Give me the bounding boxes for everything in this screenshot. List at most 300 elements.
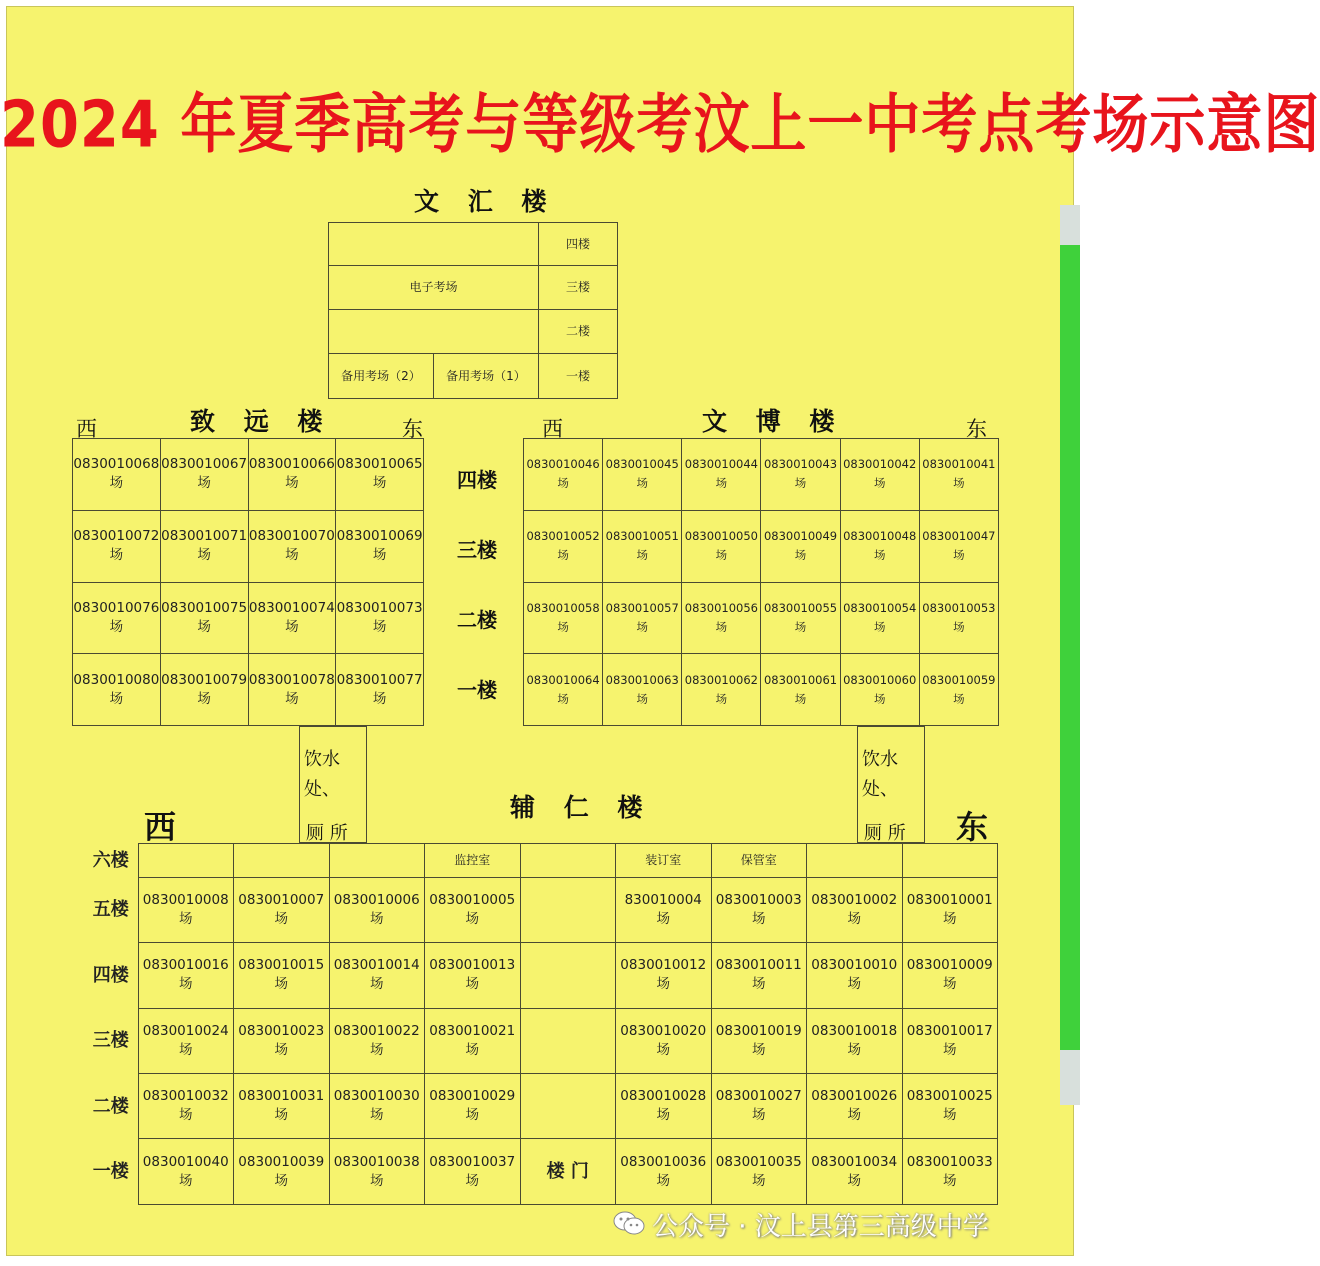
room-suffix: 场 (179, 1172, 193, 1189)
room-number: 0830010029 (429, 1088, 516, 1105)
room-suffix: 场 (943, 1041, 957, 1058)
room-number: 0830010058 (526, 600, 600, 615)
empty-room-cell (520, 844, 616, 878)
room-suffix: 场 (636, 619, 648, 634)
room-number: 0830010041 (922, 457, 996, 472)
room-suffix: 场 (370, 1107, 384, 1124)
room-suffix: 场 (197, 690, 211, 707)
room-suffix: 场 (715, 691, 728, 706)
exam-room-cell (425, 1139, 521, 1205)
toilet-label: 厕 所 (306, 823, 348, 844)
wenhui-building-grid (328, 222, 618, 399)
wenhui-second-floor-room (329, 310, 539, 354)
exam-room-cell (234, 943, 330, 1008)
room-number: 0830010036 (620, 1153, 707, 1170)
room-number: 0830010051 (605, 529, 679, 544)
exam-room-cell (919, 582, 998, 654)
empty-room-cell (138, 844, 234, 878)
room-suffix: 场 (370, 976, 384, 993)
room-row (524, 510, 999, 582)
room-number: 0830010010 (811, 957, 898, 974)
exam-room-cell (711, 1073, 807, 1138)
room-number: 0830010055 (763, 600, 838, 615)
room-number: 0830010040 (142, 1153, 229, 1170)
exam-room-cell (524, 654, 603, 726)
special-room-cell: 保管室 (711, 844, 807, 878)
exam-room-cell (248, 654, 336, 726)
room-suffix: 场 (197, 547, 211, 564)
room-suffix: 场 (636, 476, 648, 491)
side-bar-cap (1060, 205, 1080, 245)
room-number: 0830010026 (811, 1088, 898, 1105)
room-suffix: 场 (274, 1107, 288, 1124)
room-row (73, 654, 424, 726)
room-number: 0830010062 (684, 672, 758, 687)
room-number: 0830010003 (715, 891, 802, 908)
floor-label: 三楼 (539, 266, 618, 310)
room-row (524, 439, 999, 511)
room-suffix: 场 (873, 619, 886, 634)
exam-room-cell (329, 1073, 425, 1138)
room-number: 0830010039 (238, 1153, 325, 1170)
empty-room-cell (520, 1073, 616, 1138)
water-toilet-east (857, 726, 925, 843)
room-number: 0830010045 (605, 457, 679, 472)
room-suffix: 场 (636, 548, 648, 563)
room-number: 0830010064 (526, 672, 600, 687)
exam-room-cell (138, 1139, 234, 1205)
west-label: 西 (76, 417, 97, 441)
floor-label: 四楼 (92, 964, 129, 986)
room-row (84, 943, 998, 1008)
room-number: 0830010069 (336, 528, 423, 545)
room-suffix: 场 (794, 619, 807, 634)
exam-room-cell (616, 1073, 712, 1138)
room-suffix: 场 (197, 618, 211, 635)
room-number: 0830010017 (906, 1022, 993, 1039)
exam-room-cell (138, 1073, 234, 1138)
empty-room-cell (520, 943, 616, 1008)
room-row (73, 439, 424, 511)
room-number: 0830010044 (684, 457, 758, 472)
room-number: 0830010073 (336, 599, 423, 616)
exam-room-cell (616, 943, 712, 1008)
exam-room-cell (711, 1139, 807, 1205)
room-number: 0830010043 (763, 457, 838, 472)
room-suffix: 场 (656, 910, 670, 927)
special-room-cell: 装订室 (616, 844, 712, 878)
floor-label: 四楼 (457, 468, 497, 492)
exam-room-cell (329, 943, 425, 1008)
room-suffix: 场 (953, 619, 965, 634)
room-number: 0830010075 (161, 599, 248, 616)
room-number: 0830010016 (142, 957, 229, 974)
exam-room-cell (616, 1139, 712, 1205)
exam-room-cell (336, 439, 424, 511)
exam-room-cell (807, 877, 903, 942)
room-suffix: 场 (715, 548, 728, 563)
room-suffix: 场 (715, 476, 728, 491)
exam-room-cell (902, 1073, 998, 1138)
room-number: 0830010071 (161, 528, 248, 545)
empty-room-cell (902, 844, 998, 878)
exam-room-cell (807, 1073, 903, 1138)
exam-room-cell (73, 510, 161, 582)
floor-label: 二楼 (539, 310, 618, 354)
exam-room-cell (425, 943, 521, 1008)
room-number: 0830010048 (843, 529, 917, 544)
room-suffix: 场 (372, 547, 387, 564)
room-row (73, 510, 424, 582)
electronic-exam-room: 电子考场 (329, 266, 539, 310)
room-row (84, 877, 998, 942)
exam-room-cell (234, 1008, 330, 1073)
room-suffix: 场 (557, 476, 569, 491)
room-suffix: 场 (179, 1107, 193, 1124)
room-suffix: 场 (285, 475, 299, 492)
floor-label: 二楼 (457, 608, 497, 632)
room-suffix: 场 (109, 690, 124, 707)
exam-room-cell (902, 943, 998, 1008)
room-suffix: 场 (873, 476, 886, 491)
exam-room-cell (329, 877, 425, 942)
backup-room-1: 备用考场（1） (434, 354, 539, 399)
wechat-icon (612, 1210, 646, 1236)
room-suffix: 场 (274, 1041, 288, 1058)
exam-room-cell (425, 1073, 521, 1138)
room-number: 0830010019 (715, 1022, 802, 1039)
exam-room-cell (524, 510, 603, 582)
exam-room-cell (902, 1008, 998, 1073)
room-suffix: 场 (274, 1172, 288, 1189)
exam-room-cell (919, 510, 998, 582)
west-label: 西 (542, 417, 563, 441)
room-suffix: 场 (656, 1041, 670, 1058)
room-number: 0830010014 (333, 957, 420, 974)
exam-room-cell (603, 439, 682, 511)
room-suffix: 场 (109, 618, 124, 635)
floor-label: 六楼 (92, 849, 129, 871)
room-number: 0830010066 (248, 456, 335, 473)
exam-room-cell (160, 439, 248, 511)
room-suffix: 场 (656, 976, 670, 993)
room-number: 0830010060 (843, 672, 917, 687)
room-suffix: 场 (465, 1172, 479, 1189)
west-label: 西 (144, 808, 177, 846)
exam-room-cell (73, 654, 161, 726)
room-suffix: 场 (636, 691, 648, 706)
room-suffix: 场 (465, 1107, 479, 1124)
exam-room-cell (524, 439, 603, 511)
backup-room-2: 备用考场（2） (329, 354, 434, 399)
room-suffix: 场 (557, 691, 569, 706)
exam-room-cell (711, 943, 807, 1008)
exam-room-cell (160, 654, 248, 726)
room-suffix: 场 (752, 1107, 766, 1124)
side-green-bar (1060, 205, 1080, 1055)
exam-room-cell (840, 510, 919, 582)
room-number: 0830010074 (248, 599, 335, 616)
room-number: 0830010053 (922, 600, 996, 615)
exam-room-cell (138, 877, 234, 942)
floor-label: 四楼 (539, 223, 618, 266)
exam-room-cell (603, 654, 682, 726)
room-number: 0830010025 (906, 1088, 993, 1105)
room-number: 0830010068 (73, 456, 160, 473)
room-number: 0830010018 (811, 1022, 898, 1039)
floor-label: 三楼 (92, 1030, 129, 1052)
room-number: 0830010007 (238, 891, 325, 908)
room-number: 0830010028 (620, 1088, 707, 1105)
room-number: 0830010006 (333, 891, 420, 908)
room-number: 0830010065 (336, 456, 423, 473)
room-number: 0830010046 (526, 457, 600, 472)
water-toilet-west (299, 726, 367, 843)
exam-room-cell (138, 943, 234, 1008)
exam-room-cell (234, 1073, 330, 1138)
room-suffix: 场 (943, 910, 957, 927)
exam-room-cell (761, 510, 840, 582)
room-number: 0830010033 (906, 1153, 993, 1170)
room-number: 0830010042 (843, 457, 917, 472)
room-suffix: 场 (109, 547, 124, 564)
zhiyuan-building-grid (72, 438, 424, 726)
exam-room-cell (761, 439, 840, 511)
room-suffix: 场 (847, 910, 861, 927)
room-number: 0830010079 (161, 671, 248, 688)
exam-room-cell (329, 1008, 425, 1073)
room-suffix: 场 (794, 548, 807, 563)
room-suffix: 场 (794, 476, 807, 491)
exam-room-cell (234, 1139, 330, 1205)
floor-label: 一楼 (92, 1161, 129, 1183)
room-number: 0830010070 (248, 528, 335, 545)
room-number: 0830010031 (238, 1088, 325, 1105)
room-suffix: 场 (557, 619, 569, 634)
room-suffix: 场 (953, 691, 965, 706)
east-label: 东 (966, 417, 987, 441)
room-number: 0830010063 (605, 672, 679, 687)
watermark: 公众号 · 汶上县第三高级中学 (652, 1212, 989, 1242)
east-label: 东 (402, 417, 423, 441)
room-suffix: 场 (873, 691, 886, 706)
room-number: 0830010032 (142, 1088, 229, 1105)
room-suffix: 场 (179, 910, 193, 927)
room-number: 0830010030 (333, 1088, 420, 1105)
room-number: 0830010011 (715, 957, 802, 974)
room-row (524, 654, 999, 726)
exam-room-cell (840, 582, 919, 654)
room-suffix: 场 (752, 1041, 766, 1058)
room-suffix: 场 (370, 910, 384, 927)
room-suffix: 场 (372, 690, 387, 707)
room-suffix: 场 (847, 1172, 861, 1189)
exam-room-cell (682, 582, 761, 654)
room-row (84, 1073, 998, 1138)
floor-label: 五楼 (92, 899, 129, 921)
water-label: 饮水处、 (304, 749, 340, 800)
exam-room-cell (248, 439, 336, 511)
room-number: 0830010009 (906, 957, 993, 974)
room-number: 0830010056 (684, 600, 758, 615)
room-suffix: 场 (197, 475, 211, 492)
exam-room-cell (761, 654, 840, 726)
room-suffix: 场 (847, 1107, 861, 1124)
zhiyuan-building-name: 致 远 楼 (190, 407, 333, 436)
room-suffix: 场 (285, 690, 299, 707)
floor-label: 一楼 (539, 354, 618, 399)
room-number: 0830010078 (248, 671, 335, 688)
room-suffix: 场 (953, 548, 965, 563)
room-number: 0830010012 (620, 957, 707, 974)
room-suffix: 场 (179, 976, 193, 993)
exam-room-cell (425, 877, 521, 942)
wenhui-fourth-floor-room (329, 223, 539, 266)
room-suffix: 场 (274, 976, 288, 993)
room-suffix: 场 (372, 475, 387, 492)
floor-label: 三楼 (457, 538, 497, 562)
room-suffix: 场 (557, 548, 569, 563)
side-bar-cap (1060, 1050, 1080, 1105)
room-row (524, 582, 999, 654)
exam-room-cell (336, 582, 424, 654)
exam-room-cell (902, 877, 998, 942)
water-label: 饮水处、 (862, 749, 898, 800)
room-number: 0830010020 (620, 1022, 707, 1039)
exam-room-cell (603, 510, 682, 582)
room-number: 0830010080 (73, 671, 160, 688)
room-suffix: 场 (285, 547, 299, 564)
room-suffix: 场 (943, 1172, 957, 1189)
room-number: 0830010052 (526, 529, 600, 544)
room-number: 0830010050 (684, 529, 758, 544)
room-number: 0830010023 (238, 1022, 325, 1039)
exam-room-cell (73, 439, 161, 511)
room-number: 0830010059 (922, 672, 996, 687)
room-suffix: 场 (752, 910, 766, 927)
room-number: 0830010005 (429, 891, 516, 908)
exam-room-cell (682, 510, 761, 582)
room-suffix: 场 (465, 910, 479, 927)
room-number: 0830010076 (73, 599, 160, 616)
room-row (84, 1139, 998, 1205)
exam-room-cell (840, 439, 919, 511)
exam-room-cell (603, 582, 682, 654)
exam-room-cell (840, 654, 919, 726)
room-number: 0830010022 (333, 1022, 420, 1039)
exam-room-cell (807, 1139, 903, 1205)
room-suffix: 场 (370, 1041, 384, 1058)
floor-label: 二楼 (92, 1095, 129, 1117)
room-suffix: 场 (943, 1107, 957, 1124)
exam-room-cell (524, 582, 603, 654)
exam-room-cell (711, 1008, 807, 1073)
room-suffix: 场 (794, 691, 807, 706)
room-number: 0830010049 (763, 529, 838, 544)
room-number: 0830010037 (429, 1153, 516, 1170)
exam-room-cell (336, 510, 424, 582)
room-number: 0830010067 (161, 456, 248, 473)
room-number: 0830010001 (906, 891, 993, 908)
room-number: 0830010008 (142, 891, 229, 908)
exam-room-cell (761, 582, 840, 654)
room-suffix: 场 (943, 976, 957, 993)
room-number: 0830010002 (811, 891, 898, 908)
empty-room-cell (329, 844, 425, 878)
special-room-cell: 监控室 (425, 844, 521, 878)
room-number: 0830010034 (811, 1153, 898, 1170)
exam-room-cell (336, 654, 424, 726)
room-suffix: 场 (274, 910, 288, 927)
room-suffix: 场 (847, 976, 861, 993)
exam-room-cell (616, 877, 712, 942)
room-row (84, 844, 998, 878)
room-suffix: 场 (370, 1172, 384, 1189)
wenbo-building-name: 文 博 楼 (702, 407, 845, 436)
room-number: 0830010057 (605, 600, 679, 615)
exam-room-cell (902, 1139, 998, 1205)
room-suffix: 场 (285, 618, 299, 635)
floor-label: 一楼 (457, 678, 497, 702)
exam-room-cell (682, 439, 761, 511)
exam-room-cell (248, 582, 336, 654)
exam-room-cell (329, 1139, 425, 1205)
empty-room-cell (520, 877, 616, 942)
room-suffix: 场 (109, 475, 124, 492)
east-label: 东 (956, 808, 989, 846)
exam-room-cell (919, 654, 998, 726)
exam-room-cell (138, 1008, 234, 1073)
exam-room-cell (160, 582, 248, 654)
room-number: 0830010072 (73, 528, 160, 545)
exam-room-cell (425, 1008, 521, 1073)
room-suffix: 场 (752, 1172, 766, 1189)
furen-building-grid (84, 843, 998, 1205)
room-number: 0830010077 (336, 671, 423, 688)
room-number: 0830010061 (763, 672, 838, 687)
wenhui-building-name: 文 汇 楼 (414, 187, 557, 216)
exam-room-cell (807, 1008, 903, 1073)
exam-room-cell (807, 943, 903, 1008)
exam-room-cell (73, 582, 161, 654)
room-suffix: 场 (465, 976, 479, 993)
furen-building-name: 辅 仁 楼 (510, 793, 653, 822)
empty-room-cell (520, 1008, 616, 1073)
room-suffix: 场 (873, 548, 886, 563)
room-suffix: 场 (465, 1041, 479, 1058)
exam-room-cell (682, 654, 761, 726)
room-suffix: 场 (752, 976, 766, 993)
building-entrance: 楼 门 (520, 1139, 616, 1205)
empty-room-cell (807, 844, 903, 878)
room-suffix: 场 (715, 619, 728, 634)
room-number: 0830010035 (715, 1153, 802, 1170)
exam-room-cell (234, 877, 330, 942)
room-row (73, 582, 424, 654)
exam-room-cell (919, 439, 998, 511)
room-suffix: 场 (372, 618, 387, 635)
room-suffix: 场 (656, 1107, 670, 1124)
room-number: 830010004 (624, 891, 702, 908)
room-number: 0830010027 (715, 1088, 802, 1105)
room-suffix: 场 (656, 1172, 670, 1189)
room-suffix: 场 (847, 1041, 861, 1058)
empty-room-cell (234, 844, 330, 878)
room-number: 0830010013 (429, 957, 516, 974)
exam-room-cell (248, 510, 336, 582)
room-number: 0830010015 (238, 957, 325, 974)
exam-room-cell (711, 877, 807, 942)
